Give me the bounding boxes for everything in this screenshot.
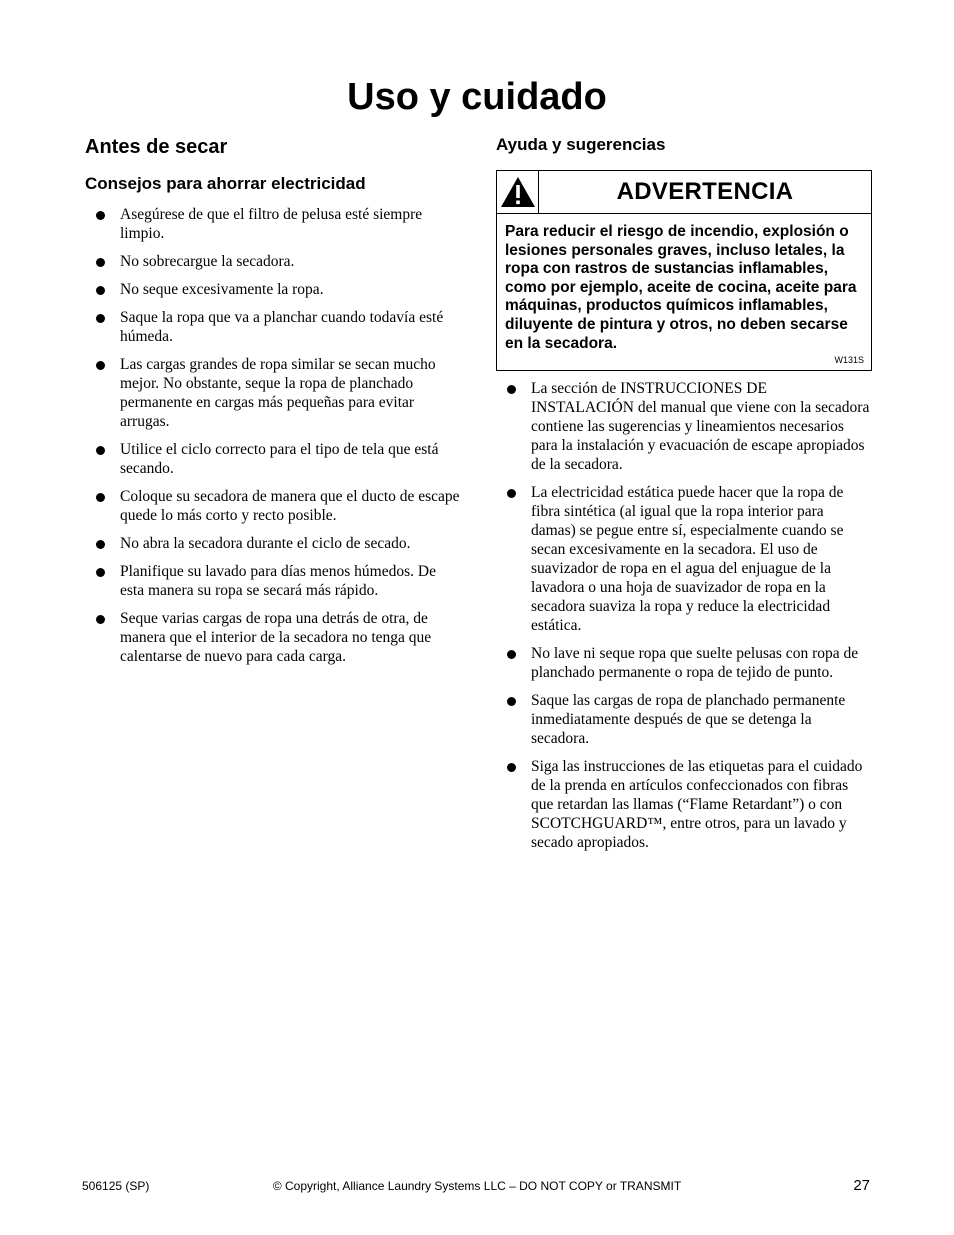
section-heading-ayuda: Ayuda y sugerencias: [496, 135, 666, 154]
list-item: [496, 691, 872, 748]
copyright-notice: © Copyright, Alliance Laundry Systems LLC – DO NOT COPY or TRANSMIT: [272, 1179, 682, 1193]
list-item: [85, 205, 460, 243]
list-item-text: Las cargas grandes de ropa similar se secan mucho mejor. No obstante, seque la ropa de planchado permanente en cargas más pequeñas para evitar arrugas.: [120, 356, 436, 430]
list-item-text: Asegúrese de que el filtro de pelusa esté siempre limpio.: [120, 206, 423, 242]
bullet-icon: [507, 385, 516, 394]
list-item-text: Coloque su secadora de manera que el ducto de escape quede lo más corto y recto posible.: [120, 488, 460, 524]
list-item: [85, 487, 460, 525]
warning-triangle-icon: [497, 171, 539, 213]
warning-text: Para reducir el riesgo de incendio, explosión o lesiones personales graves, incluso letales, la ropa con rastros de sustancias inflamables, como por ejemplo, aceite de cocina, aceite para máquinas, productos químicos inflamables, diluyente de pintura y otros, no deben secarse en la secadora.: [505, 223, 857, 352]
bullet-icon: [507, 650, 516, 659]
bullet-icon: [507, 489, 516, 498]
bullet-icon: [96, 615, 105, 624]
document-number: 506125 (SP): [82, 1179, 150, 1193]
list-item-text: No sobrecargue la secadora.: [120, 253, 295, 270]
tips-list: [496, 379, 872, 852]
bullet-icon: [96, 493, 105, 502]
warning-box: [496, 170, 872, 371]
list-item: [496, 379, 872, 474]
list-item: [85, 252, 460, 271]
warning-header: [497, 171, 871, 214]
list-item-text: No abra la secadora durante el ciclo de secado.: [120, 535, 411, 552]
right-column: [496, 134, 872, 861]
list-item: [85, 609, 460, 666]
list-item: [85, 308, 460, 346]
subheading-ahorrar-electricidad: Consejos para ahorrar electricidad: [85, 174, 366, 193]
page-title: Uso y cuidado: [347, 76, 607, 118]
list-item-text: No lave ni seque ropa que suelte pelusas con ropa de planchado permanente o ropa de tejido de punto.: [531, 645, 859, 682]
bullet-icon: [96, 286, 105, 295]
warning-title: ADVERTENCIA: [616, 178, 794, 205]
list-item-text: No seque excesivamente la ropa.: [120, 281, 324, 298]
bullet-icon: [96, 568, 105, 577]
list-item-text: Saque las cargas de ropa de planchado permanente inmediatamente después de que se detenga la secadora.: [531, 692, 846, 748]
energy-tips-list: [85, 205, 460, 666]
list-item-text: Planifique su lavado para días menos húmedos. De esta manera su ropa se secará más rápido.: [120, 563, 436, 599]
list-item: [85, 534, 460, 553]
bullet-icon: [96, 314, 105, 323]
list-item: [85, 280, 460, 299]
list-item-text: Utilice el ciclo correcto para el tipo de tela que está secando.: [120, 441, 439, 477]
list-item: [85, 562, 460, 600]
list-item: [85, 440, 460, 478]
bullet-icon: [96, 258, 105, 267]
section-heading-antes-de-secar: Antes de secar: [85, 136, 228, 158]
bullet-icon: [96, 361, 105, 370]
bullet-icon: [507, 763, 516, 772]
list-item-text: La electricidad estática puede hacer que la ropa de fibra sintética (al igual que la ropa interior para damas) se pegue entre sí, especialmente cuando se secan excesivamente en la secadora. El uso de suavizador de ropa en el agua del enjuague de la lavadora o una hoja de suavizador de ropa en la secadora suaviza la ropa y reduce la electricidad estática.: [531, 484, 844, 635]
bullet-icon: [507, 697, 516, 706]
bullet-icon: [96, 211, 105, 220]
warning-code: W131S: [834, 355, 864, 366]
page-footer: [0, 1177, 954, 1197]
list-item-text: Seque varias cargas de ropa una detrás de otra, de manera que el interior de la secadora no tenga que calentarse de nuevo para cada carga.: [120, 610, 432, 665]
left-column: [85, 134, 460, 675]
list-item: [496, 483, 872, 635]
list-item: [496, 644, 872, 682]
bullet-icon: [96, 446, 105, 455]
list-item-text: Siga las instrucciones de las etiquetas para el cuidado de la prenda en artículos confeccionados con fibras que retardan las llamas (“Flame Retardant”) o con SCOTCHGUARD™, entre otros, para un lavado y secado apropiados.: [531, 758, 863, 852]
list-item: [85, 355, 460, 431]
list-item-text: Saque la ropa que va a planchar cuando todavía esté húmeda.: [120, 309, 444, 345]
page-number: 27: [853, 1177, 870, 1194]
list-item: [496, 757, 872, 852]
bullet-icon: [96, 540, 105, 549]
list-item-text: La sección de INSTRUCCIONES DE INSTALACIÓN del manual que viene con la secadora contiene las sugerencias y lineamientos necesarios para la instalación y evacuación de escape apropiados de la secadora.: [531, 380, 870, 474]
